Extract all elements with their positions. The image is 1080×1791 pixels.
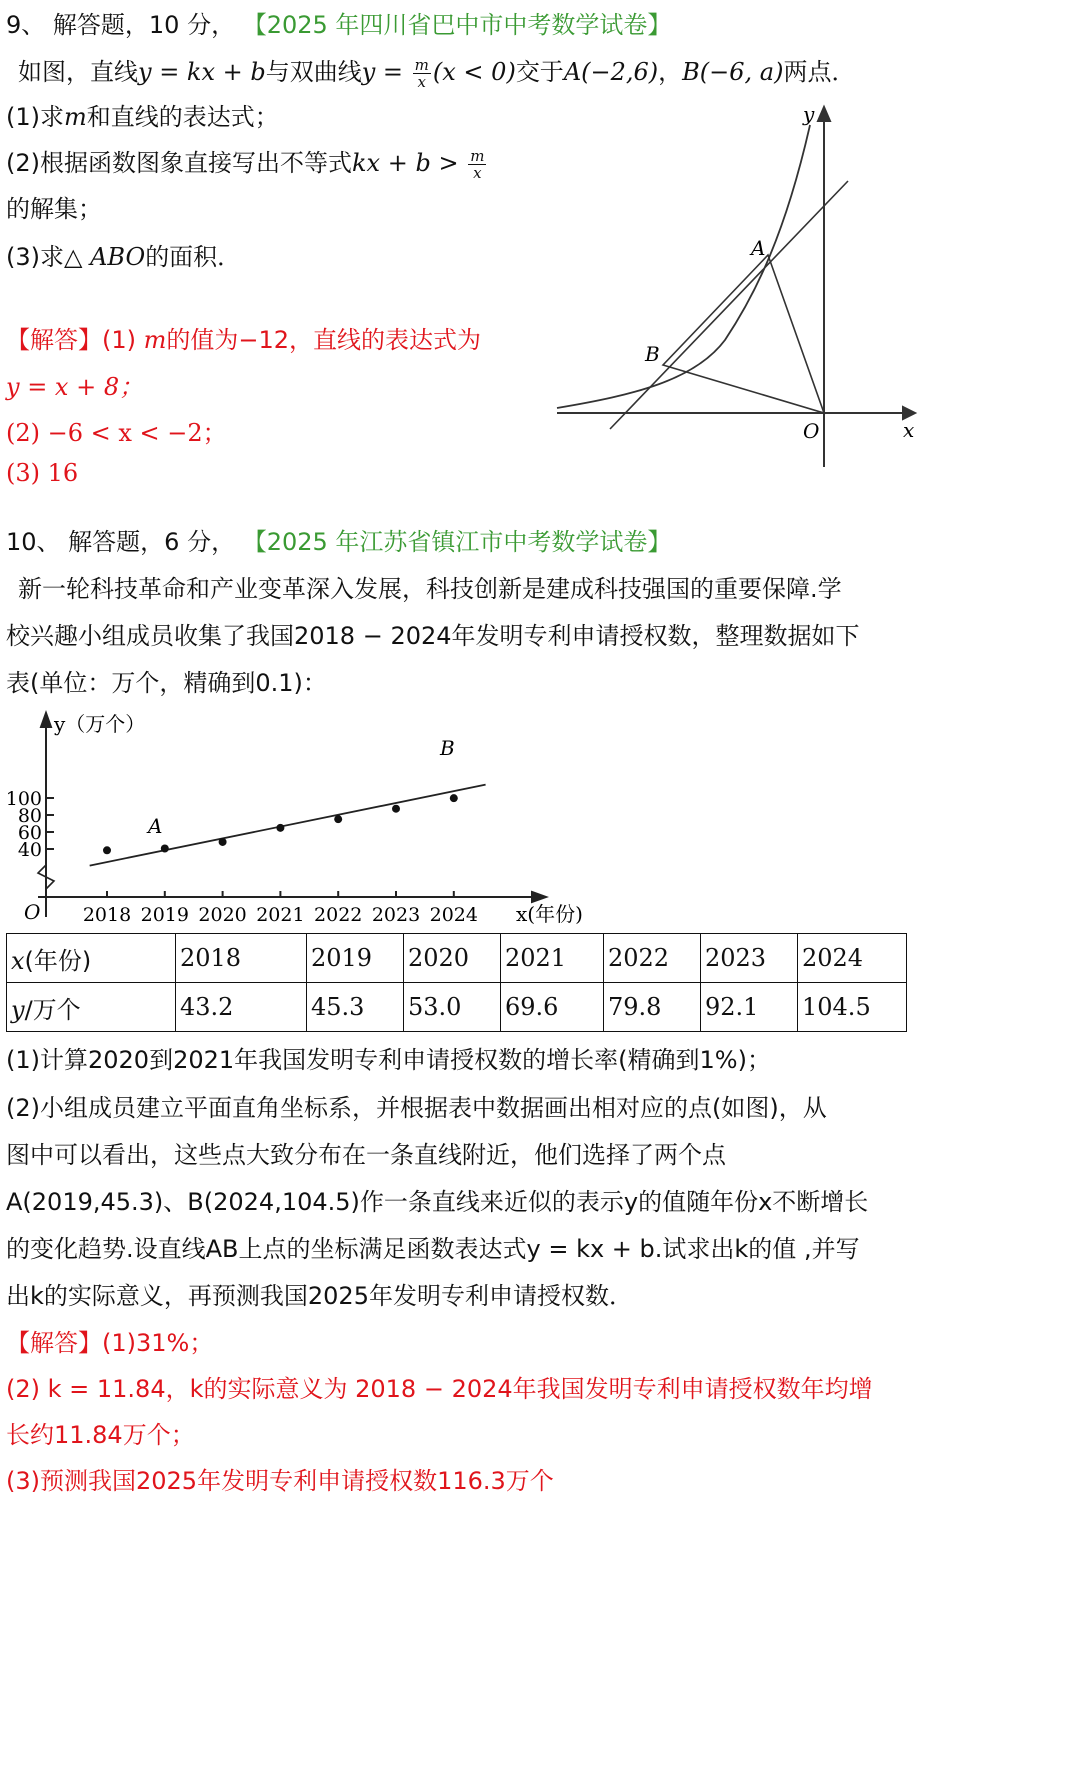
table-cell: 43.2 [176,983,307,1032]
q10-part-2-line: (2)小组成员建立平面直角坐标系，并根据表中数据画出相对应的点(如图)，从 [6,1094,827,1122]
table-cell: 2022 [604,934,701,983]
q9-answer-2: (2) −6 < x < −2； [6,419,227,447]
table-cell: 2020 [404,934,501,983]
x-tick-label: 2020 [198,904,247,926]
q9-point-b: B(−6, a) [682,58,784,86]
chart-y-label: y（万个） [54,712,146,736]
data-point [103,846,111,854]
table-row [7,983,907,1032]
q9-graph [545,95,925,475]
table-head-y: y/万个 [7,983,176,1032]
separator: ， [658,58,683,86]
q10-stem-line: 校兴趣小组成员收集了我国2018 − 2024年发明专利申请授权数，整理数据如下 [6,622,860,650]
data-point [450,794,458,802]
table-cell: 2024 [798,934,907,983]
chart-label-a: A [148,814,163,838]
table-cell: 79.8 [604,983,701,1032]
y-tick-label: 60 [17,822,42,844]
table-cell: 53.0 [404,983,501,1032]
data-point [392,805,400,813]
y-tick-label: 100 [5,788,42,810]
q10-stem-line: 表(单位：万个，精确到0.1)： [6,669,327,697]
q10-scatter-chart [0,705,600,930]
q10-number: 10、 解答题，6 分， [6,528,236,556]
q9-eq-line: y = kx + b [138,58,266,86]
q10-part-2-line: 图中可以看出，这些点大致分布在一条直线附近，他们选择了两个点 [6,1141,726,1169]
y-axis-arrow [41,713,51,727]
q10-stem-line: 新一轮科技革命和产业变革深入发展，科技创新是建成科技强国的重要保障.学 [18,575,842,603]
table-cell: 92.1 [701,983,798,1032]
q10-source: 【2025 年江苏省镇江市中考数学试卷】 [242,528,672,556]
table-cell: 104.5 [798,983,907,1032]
x-tick-label: 2019 [140,904,189,926]
q10-part-2-line: 出k的实际意义，再预测我国2025年发明专利申请授权数． [6,1282,633,1310]
data-point [219,838,227,846]
x-axis-arrow [532,892,546,902]
table-cell: 2023 [701,934,798,983]
table-cell: 2018 [176,934,307,983]
chart-origin: O [24,900,41,924]
table-cell: 69.6 [501,983,604,1032]
q9-stem-text: 交于 [515,58,564,86]
table-head-x: x(年份) [7,934,176,983]
q10-header [6,525,671,559]
q9-part-2-cont: 的解集； [6,195,102,223]
q9-part-3: (3)求△ ABO的面积． [6,243,242,271]
x-tick-label: 2018 [82,904,132,926]
q9-number: 9、 解答题，10 分， [6,11,236,39]
q9-stem-text: 与双曲线 [265,58,362,86]
table-cell: 2021 [501,934,604,983]
q9-point-a: A(−2,6) [563,58,659,86]
x-tick-label: 2022 [314,904,363,926]
q9-part-1: (1)求m和直线的表达式； [6,103,279,131]
table-cell: 2019 [307,934,404,983]
graph-label-y: y [803,102,815,126]
fraction-m-over-x: $\frac{m}{x}$ [470,146,485,182]
x-tick-label: 2021 [256,904,305,926]
q9-condition: (x < 0) [432,58,516,86]
q9-header [6,8,671,42]
q9-source: 【2025 年四川省巴中市中考数学试卷】 [242,11,672,39]
q9-stem [18,55,855,90]
q10-answer-2: (2) k = 11.84，k的实际意义为 2018 − 2024年我国发明专利申请授权数年均增 [6,1375,873,1403]
q9-eq-hyper: y = [361,58,404,86]
straight-line [610,181,848,429]
table-cell: 45.3 [307,983,404,1032]
q10-part-2-line: A(2019,45.3)、B(2024,104.5)作一条直线来近似的表示y的值随年份x不断增长 [6,1188,869,1216]
graph-label-b: B [645,342,660,366]
q10-answer-1: 【解答】(1)31%； [6,1329,214,1357]
chart-label-b: B [440,736,455,760]
q9-part-2: (2)根据函数图象直接写出不等式kx + b > $\frac{m}{x}$ [6,146,485,182]
graph-label-x: x [903,418,915,442]
data-point [161,844,169,852]
data-point [276,824,284,832]
q10-part-1: (1)计算2020到2021年我国发明专利申请授权数的增长率(精确到1%)； [6,1046,771,1074]
y-axis-arrow [818,107,830,121]
graph-label-a: A [751,236,766,260]
x-tick-label: 2023 [371,904,421,926]
q9-answer-3: (3) 16 [6,459,79,487]
q10-answer-3: (3)预测我国2025年发明专利申请授权数116.3万个 [6,1467,554,1495]
x-tick-label: 2024 [429,904,478,926]
q9-stem-text: 如图，直线 [18,58,138,86]
data-point [334,815,342,823]
y-tick-label: 80 [17,805,42,827]
chart-x-label: x(年份) [516,902,583,926]
q10-data-table [6,933,907,1032]
q9-answer-1-cont: y = x + 8； [6,373,144,401]
q10-answer-2-cont: 长约11.84万个； [6,1421,195,1449]
q9-stem-text: 两点． [783,58,856,86]
q10-part-2-line: 的变化趋势.设直线AB上点的坐标满足函数表达式y = kx + b.试求出k的值 ,并写 [6,1235,860,1263]
triangle-abo [663,255,824,413]
q9-answer-1: 【解答】(1) m的值为−12，直线的表达式为 [6,326,482,354]
graph-label-o: O [803,419,820,443]
y-tick-label: 40 [17,839,42,861]
table-row [7,934,907,983]
fraction-m-over-x: $\frac{m}{x}$ [414,55,429,91]
